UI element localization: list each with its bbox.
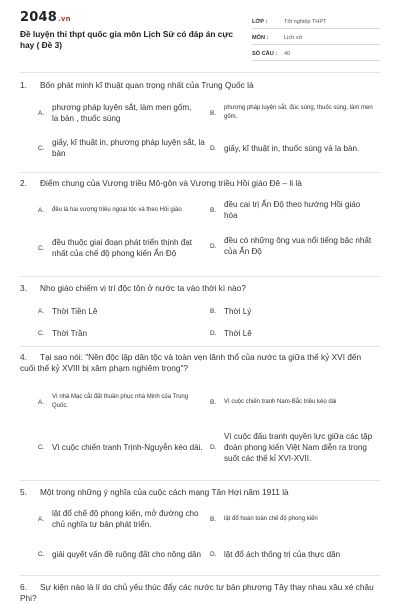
document-meta	[252, 15, 380, 63]
option-letter: C.	[38, 550, 45, 558]
document-header	[0, 0, 400, 62]
option-text: Thời Tiền Lê	[52, 306, 98, 316]
option-1a[interactable]	[38, 100, 198, 126]
option-text: Vì cuộc đấu tranh quyền lực giữa các tập đoàn phong kiến Việt Nam diễn ra trong suốt các thế kỉ XVI-XVII.	[224, 431, 373, 463]
option-letter: B.	[210, 206, 217, 214]
divider	[20, 72, 380, 73]
question-2-text	[20, 178, 375, 189]
option-3a[interactable]	[38, 304, 198, 318]
option-3b[interactable]	[210, 304, 370, 318]
question-stem: Tại sao nói: "Nền độc lập dân tộc và toàn vẹn lãnh thổ của nước ta giữa thế kỷ XVI đến cuối thế kỷ XVIII bị xâm phạm nghiêm trọng"?	[20, 352, 362, 373]
option-3d[interactable]	[210, 326, 370, 340]
option-letter: C.	[38, 144, 45, 152]
document-title: Đề luyện thi thpt quốc gia môn Lịch Sử có đáp án cực hay ( Đề 3)	[20, 29, 234, 50]
site-logo[interactable]	[20, 10, 71, 25]
meta-row-count	[252, 47, 380, 61]
option-letter: D.	[210, 144, 217, 152]
question-number: 2.	[20, 178, 27, 188]
option-text: đều cai trị Ấn Độ theo hướng Hồi giáo hóa	[224, 200, 361, 220]
divider	[20, 172, 380, 173]
option-text: Vì nhà Mạc cắt đất thuần phục nhà Minh của Trung Quốc.	[52, 394, 189, 409]
question-4-text	[20, 352, 375, 374]
option-text: Thời Trần	[52, 328, 87, 338]
option-2b[interactable]	[210, 197, 370, 223]
logo-text: 2048	[20, 10, 57, 25]
option-letter: B.	[210, 109, 217, 117]
option-text: lật đổ chế độ phong kiến, mở đường cho chủ nghĩa tư bản phát triển.	[52, 509, 199, 529]
option-1b[interactable]	[210, 100, 380, 126]
option-text: đều là hai vương triều ngoại tộc và theo Hồi giáo	[52, 206, 182, 213]
option-5c[interactable]	[38, 541, 208, 567]
divider	[20, 346, 380, 347]
meta-label: SỐ CÂU :	[252, 50, 278, 57]
option-2a[interactable]	[38, 197, 198, 223]
question-6-text	[20, 582, 375, 604]
option-text: phương pháp luyện sắt, đúc súng, thuốc súng, làm men gốm.	[224, 105, 373, 120]
option-text: Vì cuộc chiến tranh Nam-Bắc triều kéo dài	[224, 398, 337, 405]
option-text: lật đổ hoàn toàn chế độ phong kiến	[224, 515, 318, 522]
option-text: đều có những ông vua nổi tiếng bậc nhất của Ấn Độ	[224, 236, 372, 256]
option-letter: D.	[210, 329, 217, 337]
question-stem: Sự kiện nào là lí do chủ yếu thúc đẩy các nước tư bản phương Tây thay nhau xâu xé châu Phi?	[20, 582, 374, 603]
option-letter: A.	[38, 206, 45, 214]
question-5-text	[20, 487, 375, 498]
question-number: 1.	[20, 80, 27, 90]
option-4c[interactable]	[38, 423, 203, 471]
meta-value: Lịch sử	[284, 34, 303, 41]
meta-value: Tốt nghiệp THPT	[284, 18, 327, 25]
option-text: giải quyết vấn đề ruộng đất cho nông dân	[52, 549, 201, 559]
option-4d[interactable]	[210, 423, 380, 471]
logo-suffix: .vn	[57, 15, 71, 23]
option-3c[interactable]	[38, 326, 198, 340]
option-text: giấy, kĩ thuật in, thuốc súng và la bàn.	[224, 143, 360, 153]
option-text: Thời Lý	[224, 306, 252, 316]
option-text: giấy, kĩ thuật in, phương pháp luyện sắt, la bàn	[52, 138, 205, 158]
question-stem: Bốn phát minh kĩ thuật quan trọng nhất của Trung Quốc là	[40, 80, 254, 90]
question-stem: Nho giáo chiếm vị trí độc tôn ở nước ta vào thời kì nào?	[40, 283, 246, 293]
option-letter: B.	[210, 398, 217, 406]
divider	[20, 575, 380, 576]
question-number: 6.	[20, 582, 27, 592]
divider	[20, 276, 380, 277]
meta-row-class	[252, 15, 380, 29]
divider	[20, 480, 380, 481]
option-text: phương pháp luyện sắt, làm men gốm, la bàn , thuốc súng	[52, 103, 192, 123]
option-1c[interactable]	[38, 135, 208, 161]
option-letter: D.	[210, 242, 217, 250]
option-letter: A.	[38, 398, 45, 406]
question-stem: Điểm chung của Vương triều Mô-gôn và Vương triều Hồi giáo Đê – li là	[40, 178, 302, 188]
question-stem: Một trong những ý nghĩa của cuộc cách mạng Tân Hợi năm 1911 là	[40, 487, 289, 497]
question-number: 5.	[20, 487, 27, 497]
option-5d[interactable]	[210, 541, 380, 567]
option-letter: C.	[38, 443, 45, 451]
option-4a[interactable]	[38, 389, 203, 415]
meta-row-subject	[252, 31, 380, 45]
option-letter: B.	[210, 515, 217, 523]
option-text: Thời Lê	[224, 328, 252, 338]
question-number: 3.	[20, 283, 27, 293]
option-text: đều thuộc giai đoạn phát triển thịnh đạt nhất của chế độ phong kiến Ấn Độ	[52, 238, 192, 258]
option-text: Vì cuộc chiến tranh Trịnh-Nguyễn kéo dài.	[52, 442, 203, 452]
option-letter: C.	[38, 244, 45, 252]
option-1d[interactable]	[210, 135, 380, 161]
meta-label: LỚP :	[252, 18, 268, 25]
option-2d[interactable]	[210, 233, 380, 259]
option-letter: B.	[210, 307, 217, 315]
option-4b[interactable]	[210, 389, 380, 415]
option-letter: A.	[38, 109, 45, 117]
option-2c[interactable]	[38, 230, 198, 266]
option-letter: D.	[210, 550, 217, 558]
question-1-text	[20, 80, 375, 91]
option-5a[interactable]	[38, 506, 208, 532]
option-letter: A.	[38, 307, 45, 315]
question-3-text	[20, 283, 375, 294]
option-text: lật đổ ách thống trị của thực dân	[224, 549, 341, 559]
option-letter: D.	[210, 443, 217, 451]
option-letter: A.	[38, 515, 45, 523]
question-number: 4.	[20, 352, 27, 362]
meta-value: 40	[284, 50, 291, 57]
option-5b[interactable]	[210, 506, 380, 532]
option-letter: C.	[38, 329, 45, 337]
meta-label: MÔN :	[252, 34, 269, 41]
